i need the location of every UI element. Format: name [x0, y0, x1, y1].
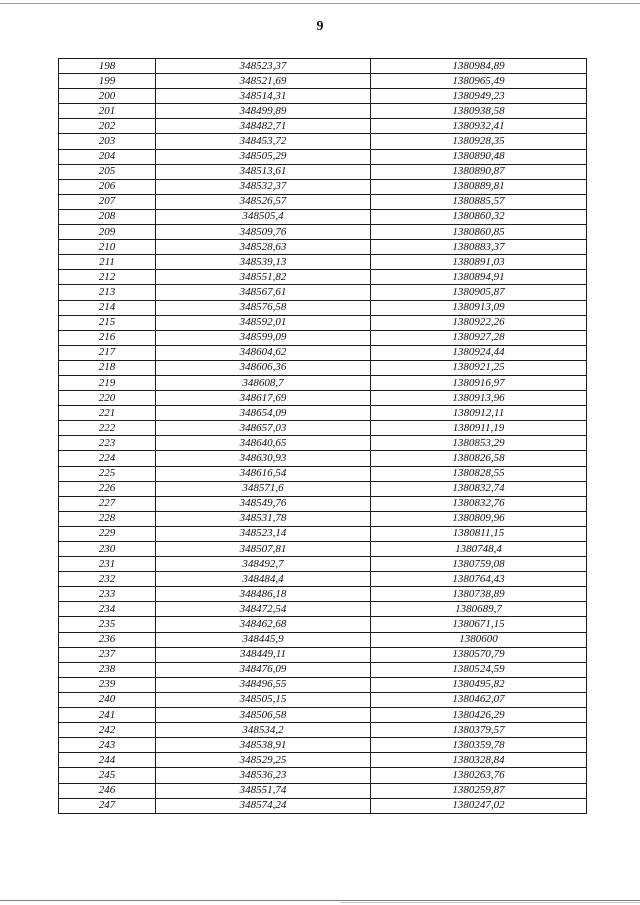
x-coordinate-cell: 348523,37 [156, 59, 371, 74]
point-number-cell: 214 [59, 300, 156, 315]
table-row [59, 360, 587, 375]
point-number-cell: 209 [59, 225, 156, 240]
table-row [59, 225, 587, 240]
y-coordinate-cell: 1380890,48 [371, 149, 587, 164]
x-coordinate-cell: 348482,71 [156, 119, 371, 134]
y-coordinate-cell: 1380462,07 [371, 692, 587, 707]
point-number-cell: 210 [59, 240, 156, 255]
point-number-cell: 220 [59, 391, 156, 406]
y-coordinate-cell: 1380259,87 [371, 783, 587, 798]
x-coordinate-cell: 348592,01 [156, 315, 371, 330]
point-number-cell: 231 [59, 557, 156, 572]
y-coordinate-cell: 1380748,4 [371, 542, 587, 557]
table-row [59, 255, 587, 270]
x-coordinate-cell: 348506,58 [156, 708, 371, 723]
point-number-cell: 232 [59, 572, 156, 587]
bottom-rule [0, 900, 640, 901]
x-coordinate-cell: 348654,09 [156, 406, 371, 421]
table-row [59, 602, 587, 617]
y-coordinate-cell: 1380883,37 [371, 240, 587, 255]
y-coordinate-cell: 1380912,11 [371, 406, 587, 421]
table-row [59, 557, 587, 572]
x-coordinate-cell: 348529,25 [156, 753, 371, 768]
table-row [59, 406, 587, 421]
x-coordinate-cell: 348657,03 [156, 421, 371, 436]
table-row [59, 59, 587, 74]
x-coordinate-cell: 348505,4 [156, 209, 371, 224]
point-number-cell: 200 [59, 89, 156, 104]
bottom-rule-secondary [340, 902, 640, 903]
table-row [59, 753, 587, 768]
x-coordinate-cell: 348445,9 [156, 632, 371, 647]
x-coordinate-cell: 348567,61 [156, 285, 371, 300]
point-number-cell: 213 [59, 285, 156, 300]
point-number-cell: 223 [59, 436, 156, 451]
y-coordinate-cell: 1380524,59 [371, 662, 587, 677]
x-coordinate-cell: 348472,54 [156, 602, 371, 617]
point-number-cell: 225 [59, 466, 156, 481]
table-row [59, 149, 587, 164]
x-coordinate-cell: 348539,13 [156, 255, 371, 270]
point-number-cell: 243 [59, 738, 156, 753]
y-coordinate-cell: 1380922,26 [371, 315, 587, 330]
point-number-cell: 241 [59, 708, 156, 723]
point-number-cell: 203 [59, 134, 156, 149]
x-coordinate-cell: 348507,81 [156, 542, 371, 557]
table-row [59, 526, 587, 541]
point-number-cell: 233 [59, 587, 156, 602]
y-coordinate-cell: 1380826,58 [371, 451, 587, 466]
y-coordinate-cell: 1380928,35 [371, 134, 587, 149]
table-row [59, 345, 587, 360]
point-number-cell: 218 [59, 360, 156, 375]
x-coordinate-cell: 348523,14 [156, 526, 371, 541]
point-number-cell: 238 [59, 662, 156, 677]
point-number-cell: 240 [59, 692, 156, 707]
table-row [59, 692, 587, 707]
table-row [59, 134, 587, 149]
table-row [59, 496, 587, 511]
y-coordinate-cell: 1380938,58 [371, 104, 587, 119]
x-coordinate-cell: 348526,57 [156, 194, 371, 209]
point-number-cell: 237 [59, 647, 156, 662]
y-coordinate-cell: 1380890,87 [371, 164, 587, 179]
y-coordinate-cell: 1380889,81 [371, 179, 587, 194]
x-coordinate-cell: 348532,37 [156, 179, 371, 194]
y-coordinate-cell: 1380689,7 [371, 602, 587, 617]
y-coordinate-cell: 1380426,29 [371, 708, 587, 723]
y-coordinate-cell: 1380328,84 [371, 753, 587, 768]
y-coordinate-cell: 1380828,55 [371, 466, 587, 481]
point-number-cell: 226 [59, 481, 156, 496]
x-coordinate-cell: 348536,23 [156, 768, 371, 783]
x-coordinate-cell: 348528,63 [156, 240, 371, 255]
x-coordinate-cell: 348604,62 [156, 345, 371, 360]
table-row [59, 104, 587, 119]
x-coordinate-cell: 348630,93 [156, 451, 371, 466]
point-number-cell: 212 [59, 270, 156, 285]
table-row [59, 194, 587, 209]
table-row [59, 768, 587, 783]
coordinates-table [58, 58, 587, 814]
x-coordinate-cell: 348576,58 [156, 300, 371, 315]
y-coordinate-cell: 1380921,25 [371, 360, 587, 375]
point-number-cell: 211 [59, 255, 156, 270]
table-row [59, 179, 587, 194]
x-coordinate-cell: 348496,55 [156, 677, 371, 692]
x-coordinate-cell: 348531,78 [156, 511, 371, 526]
table-row [59, 587, 587, 602]
table-row [59, 466, 587, 481]
table-row [59, 572, 587, 587]
point-number-cell: 216 [59, 330, 156, 345]
y-coordinate-cell: 1380891,03 [371, 255, 587, 270]
point-number-cell: 246 [59, 783, 156, 798]
x-coordinate-cell: 348499,89 [156, 104, 371, 119]
y-coordinate-cell: 1380809,96 [371, 511, 587, 526]
x-coordinate-cell: 348505,29 [156, 149, 371, 164]
x-coordinate-cell: 348551,82 [156, 270, 371, 285]
y-coordinate-cell: 1380860,32 [371, 209, 587, 224]
y-coordinate-cell: 1380247,02 [371, 798, 587, 813]
y-coordinate-cell: 1380984,89 [371, 59, 587, 74]
y-coordinate-cell: 1380853,29 [371, 436, 587, 451]
point-number-cell: 222 [59, 421, 156, 436]
table-row [59, 119, 587, 134]
y-coordinate-cell: 1380359,78 [371, 738, 587, 753]
y-coordinate-cell: 1380832,76 [371, 496, 587, 511]
y-coordinate-cell: 1380811,15 [371, 526, 587, 541]
point-number-cell: 227 [59, 496, 156, 511]
point-number-cell: 205 [59, 164, 156, 179]
point-number-cell: 221 [59, 406, 156, 421]
y-coordinate-cell: 1380949,23 [371, 89, 587, 104]
table-row [59, 798, 587, 813]
point-number-cell: 229 [59, 526, 156, 541]
y-coordinate-cell: 1380759,08 [371, 557, 587, 572]
table-row [59, 481, 587, 496]
point-number-cell: 245 [59, 768, 156, 783]
table-row [59, 300, 587, 315]
point-number-cell: 199 [59, 74, 156, 89]
point-number-cell: 236 [59, 632, 156, 647]
y-coordinate-cell: 1380764,43 [371, 572, 587, 587]
x-coordinate-cell: 348514,31 [156, 89, 371, 104]
point-number-cell: 207 [59, 194, 156, 209]
point-number-cell: 228 [59, 511, 156, 526]
y-coordinate-cell: 1380570,79 [371, 647, 587, 662]
x-coordinate-cell: 348453,72 [156, 134, 371, 149]
table-row [59, 240, 587, 255]
point-number-cell: 224 [59, 451, 156, 466]
table-row [59, 708, 587, 723]
table-row [59, 285, 587, 300]
table-row [59, 662, 587, 677]
y-coordinate-cell: 1380965,49 [371, 74, 587, 89]
table-row [59, 542, 587, 557]
point-number-cell: 208 [59, 209, 156, 224]
table-row [59, 270, 587, 285]
point-number-cell: 244 [59, 753, 156, 768]
table-row [59, 375, 587, 390]
table-row [59, 632, 587, 647]
table-row [59, 738, 587, 753]
point-number-cell: 217 [59, 345, 156, 360]
x-coordinate-cell: 348513,61 [156, 164, 371, 179]
table-row [59, 391, 587, 406]
x-coordinate-cell: 348599,09 [156, 330, 371, 345]
x-coordinate-cell: 348617,69 [156, 391, 371, 406]
x-coordinate-cell: 348616,54 [156, 466, 371, 481]
point-number-cell: 206 [59, 179, 156, 194]
y-coordinate-cell: 1380916,97 [371, 375, 587, 390]
y-coordinate-cell: 1380913,09 [371, 300, 587, 315]
point-number-cell: 201 [59, 104, 156, 119]
x-coordinate-cell: 348534,2 [156, 723, 371, 738]
x-coordinate-cell: 348449,11 [156, 647, 371, 662]
table-row [59, 209, 587, 224]
y-coordinate-cell: 1380495,82 [371, 677, 587, 692]
x-coordinate-cell: 348640,65 [156, 436, 371, 451]
x-coordinate-cell: 348571,6 [156, 481, 371, 496]
point-number-cell: 219 [59, 375, 156, 390]
table-row [59, 421, 587, 436]
top-rule [0, 3, 640, 4]
x-coordinate-cell: 348549,76 [156, 496, 371, 511]
table-row [59, 647, 587, 662]
x-coordinate-cell: 348574,24 [156, 798, 371, 813]
table-row [59, 617, 587, 632]
coordinates-table-body [59, 59, 587, 814]
point-number-cell: 242 [59, 723, 156, 738]
x-coordinate-cell: 348476,09 [156, 662, 371, 677]
table-row [59, 677, 587, 692]
y-coordinate-cell: 1380832,74 [371, 481, 587, 496]
y-coordinate-cell: 1380927,28 [371, 330, 587, 345]
y-coordinate-cell: 1380924,44 [371, 345, 587, 360]
point-number-cell: 202 [59, 119, 156, 134]
y-coordinate-cell: 1380671,15 [371, 617, 587, 632]
point-number-cell: 198 [59, 59, 156, 74]
x-coordinate-cell: 348462,68 [156, 617, 371, 632]
point-number-cell: 204 [59, 149, 156, 164]
table-row [59, 723, 587, 738]
x-coordinate-cell: 348505,15 [156, 692, 371, 707]
y-coordinate-cell: 1380913,96 [371, 391, 587, 406]
point-number-cell: 215 [59, 315, 156, 330]
table-row [59, 164, 587, 179]
table-row [59, 436, 587, 451]
point-number-cell: 230 [59, 542, 156, 557]
table-row [59, 330, 587, 345]
y-coordinate-cell: 1380860,85 [371, 225, 587, 240]
table-row [59, 783, 587, 798]
x-coordinate-cell: 348492,7 [156, 557, 371, 572]
y-coordinate-cell: 1380905,87 [371, 285, 587, 300]
y-coordinate-cell: 1380894,91 [371, 270, 587, 285]
x-coordinate-cell: 348538,91 [156, 738, 371, 753]
table-row [59, 451, 587, 466]
y-coordinate-cell: 1380600 [371, 632, 587, 647]
table-row [59, 89, 587, 104]
x-coordinate-cell: 348608,7 [156, 375, 371, 390]
table-row [59, 511, 587, 526]
x-coordinate-cell: 348509,76 [156, 225, 371, 240]
table-row [59, 315, 587, 330]
x-coordinate-cell: 348484,4 [156, 572, 371, 587]
point-number-cell: 234 [59, 602, 156, 617]
page-number: 9 [316, 19, 324, 34]
x-coordinate-cell: 348521,69 [156, 74, 371, 89]
point-number-cell: 239 [59, 677, 156, 692]
y-coordinate-cell: 1380263,76 [371, 768, 587, 783]
table-row [59, 74, 587, 89]
y-coordinate-cell: 1380738,89 [371, 587, 587, 602]
point-number-cell: 235 [59, 617, 156, 632]
y-coordinate-cell: 1380911,19 [371, 421, 587, 436]
x-coordinate-cell: 348551,74 [156, 783, 371, 798]
x-coordinate-cell: 348486,18 [156, 587, 371, 602]
x-coordinate-cell: 348606,36 [156, 360, 371, 375]
y-coordinate-cell: 1380885,57 [371, 194, 587, 209]
y-coordinate-cell: 1380379,57 [371, 723, 587, 738]
y-coordinate-cell: 1380932,41 [371, 119, 587, 134]
point-number-cell: 247 [59, 798, 156, 813]
